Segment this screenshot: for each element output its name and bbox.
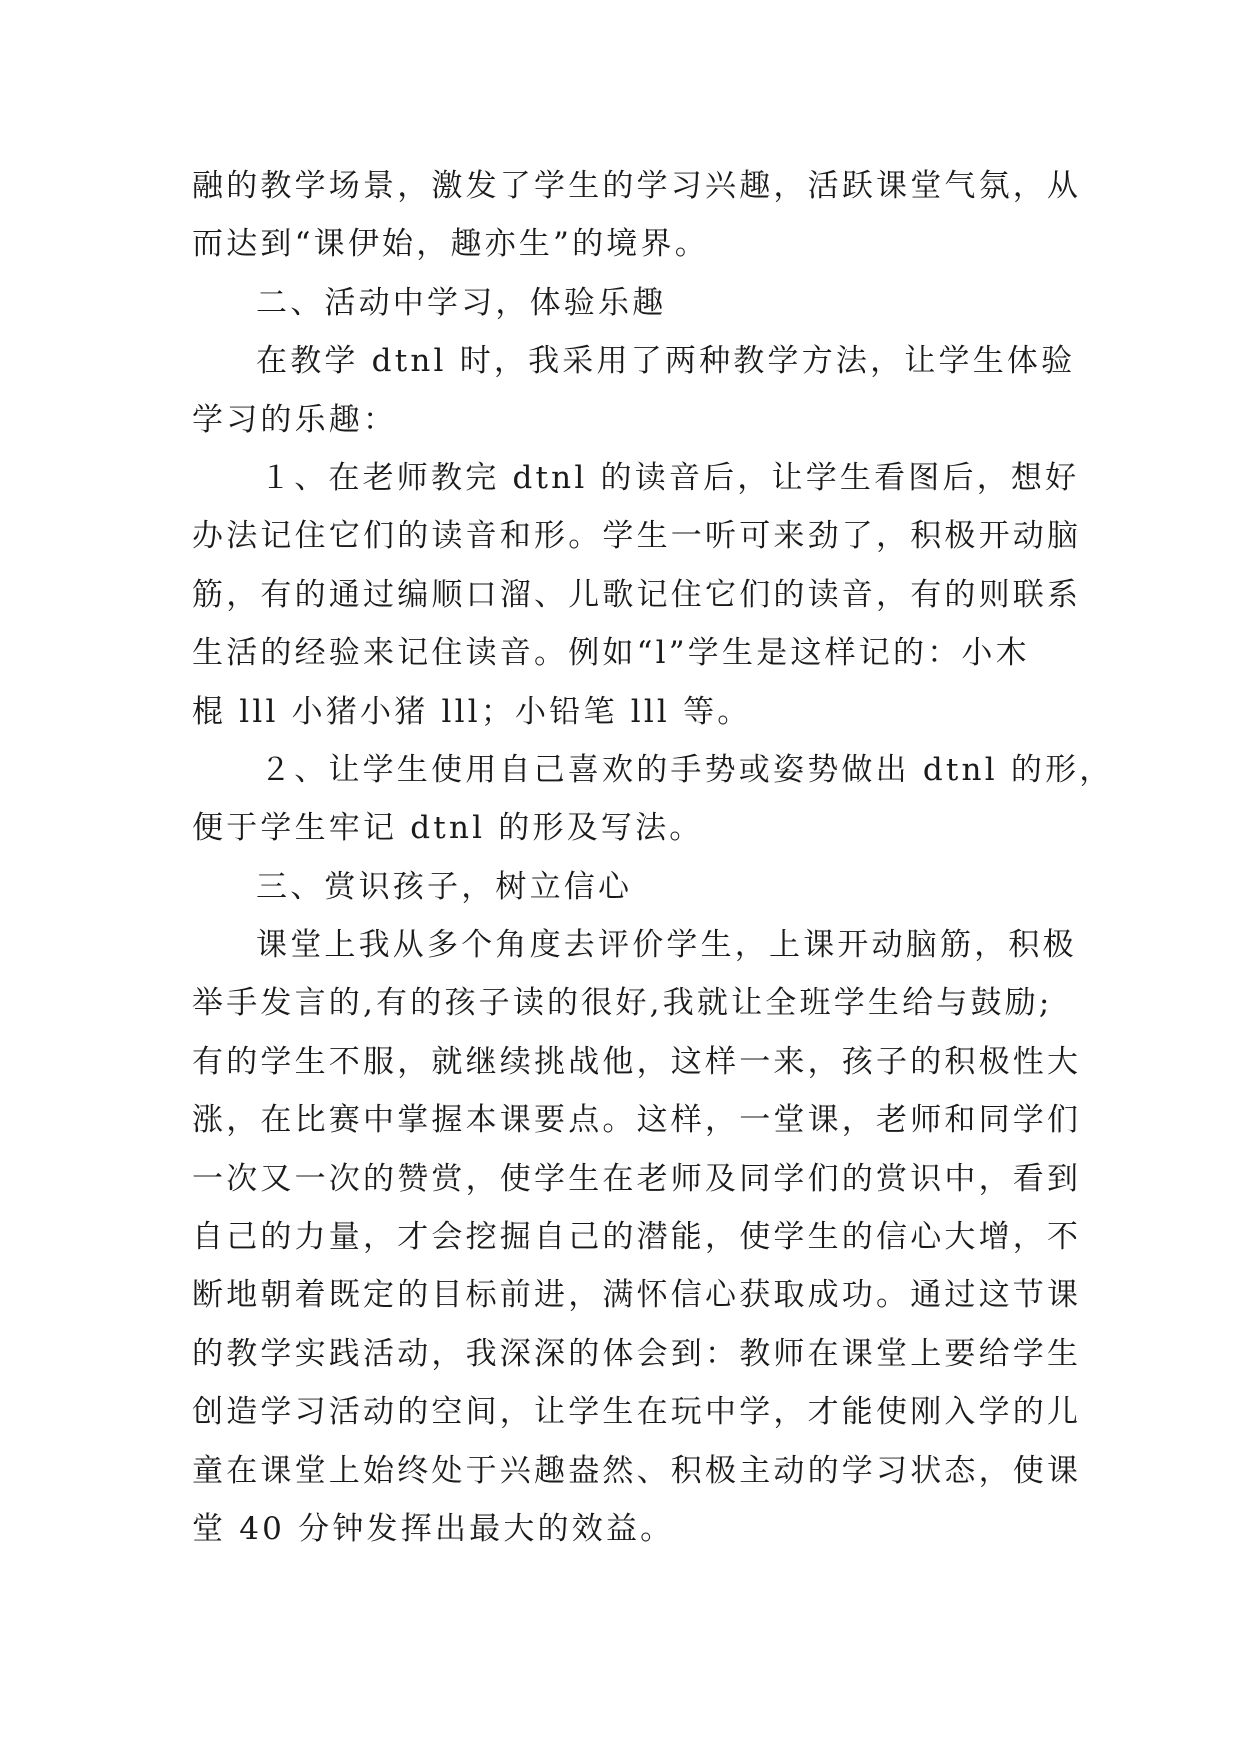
section-heading-3: 三、赏识孩子，树立信心 [256,868,633,905]
paragraph-line: 的教学实践活动，我深深的体会到：教师在课堂上要给学生 [192,1335,1082,1372]
paragraph-line: 而达到“课伊始，趣亦生”的境界。 [192,226,709,263]
list-item-2: ２、让学生使用自己喜欢的手势或姿势做出 dtnl 的形， [260,751,1114,788]
paragraph-line: 涨，在比赛中掌握本课要点。这样，一堂课，老师和同学们 [192,1102,1082,1139]
paragraph-line: 生活的经验来记住读音。例如“l”学生是这样记的：小木 [192,635,1030,672]
paragraph-line: 办法记住它们的读音和形。学生一听可来劲了，积极开动脑 [192,518,1082,555]
paragraph-line: 堂 40 分钟发挥出最大的效益。 [192,1510,675,1547]
paragraph-line: 创造学习活动的空间，让学生在玩中学，才能使刚入学的儿 [192,1394,1082,1431]
document-body [192,157,1114,1558]
paragraph-line: 课堂上我从多个角度去评价学生，上课开动脑筋，积极 [256,927,1077,964]
paragraph-line: 便于学生牢记 dtnl 的形及写法。 [192,810,704,847]
section-heading-2: 二、活动中学习，体验乐趣 [256,284,667,321]
paragraph-line: 筋，有的通过编顺口溜、儿歌记住它们的读音，有的则联系 [192,576,1082,613]
paragraph-line: 在教学 dtnl 时，我采用了两种教学方法，让学生体验 [256,343,1076,380]
paragraph-line: 举手发言的,有的孩子读的很好,我就让全班学生给与鼓励; [192,985,1053,1022]
paragraph-line: 童在课堂上始终处于兴趣盎然、积极主动的学习状态，使课 [192,1452,1082,1489]
paragraph-line: 有的学生不服，就继续挑战他，这样一来，孩子的积极性大 [192,1043,1082,1080]
paragraph-line: 棍 lll 小猪小猪 lll；小铅笔 lll 等。 [192,693,752,730]
paragraph-line: 断地朝着既定的目标前进，满怀信心获取成功。通过这节课 [192,1277,1082,1314]
list-item-1: １、在老师教完 dtnl 的读音后，让学生看图后，想好 [260,459,1080,496]
paragraph-line: 自己的力量，才会挖掘自己的潜能，使学生的信心大增，不 [192,1219,1082,1256]
paragraph-line: 学习的乐趣： [192,401,398,438]
paragraph-line: 融的教学场景，激发了学生的学习兴趣，活跃课堂气氛，从 [192,168,1082,204]
paragraph-line: 一次又一次的赞赏，使学生在老师及同学们的赏识中，看到 [192,1160,1082,1197]
